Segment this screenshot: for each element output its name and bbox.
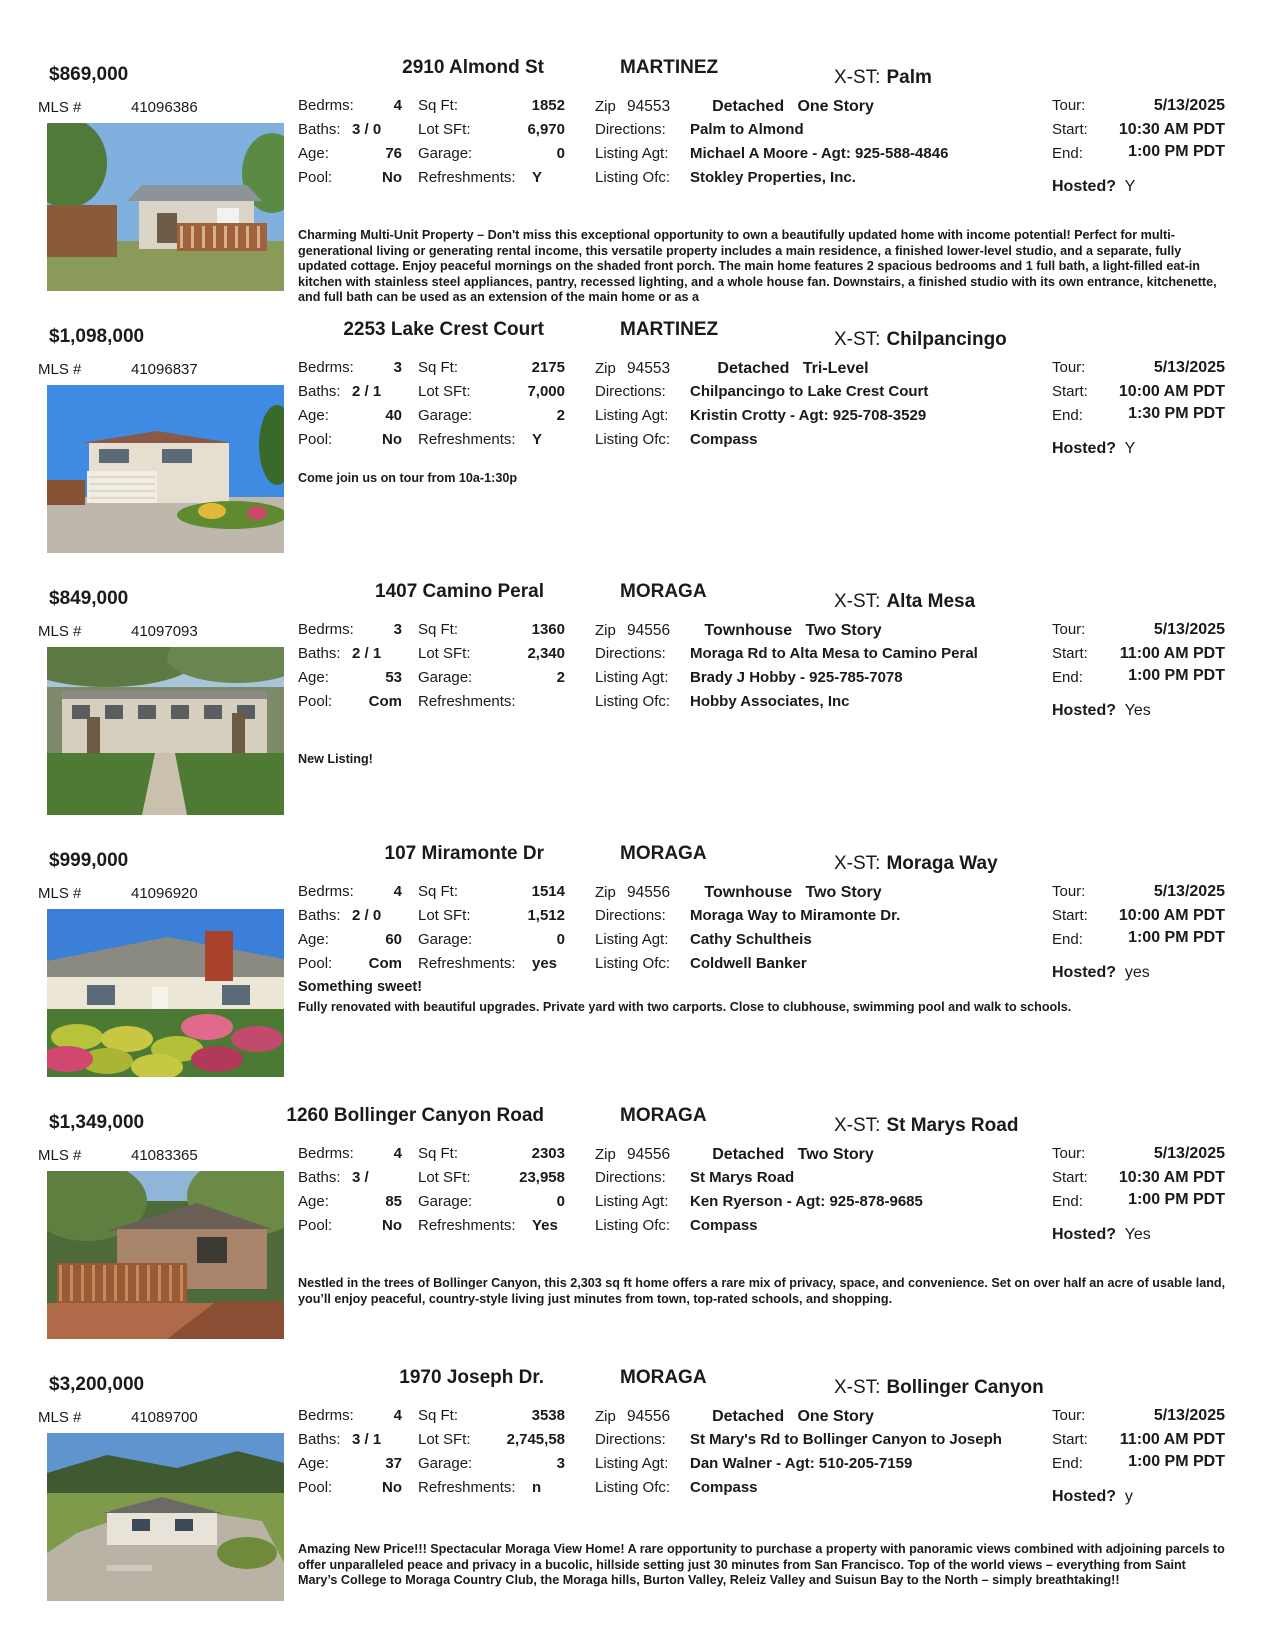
- zip-value: 94556: [627, 622, 671, 639]
- lot-sqft-value: 6,970: [527, 121, 565, 138]
- listing-price: $999,000: [49, 850, 129, 871]
- listing-office-label: Listing Ofc:: [595, 955, 671, 972]
- bedrooms-label: Bedrms:: [298, 1145, 354, 1162]
- tour-label: Tour:: [1052, 1145, 1086, 1162]
- hosted-value: Y: [1124, 440, 1136, 457]
- property-style-value: Two Story: [797, 1146, 874, 1163]
- lot-sqft-label: Lot SFt:: [418, 907, 471, 924]
- garage-label: Garage:: [418, 407, 473, 424]
- sqft-value: 1852: [531, 97, 565, 114]
- hosted: [1052, 1488, 1133, 1506]
- garage-value: 3: [556, 1455, 565, 1472]
- bedrooms-label: Bedrms:: [298, 883, 354, 900]
- listing-office-value: Stokley Properties, Inc.: [690, 169, 856, 186]
- age-label: Age:: [298, 145, 329, 162]
- tour-date: 5/13/2025: [1153, 621, 1225, 638]
- listing-office-value: Hobby Associates, Inc: [690, 693, 850, 710]
- listing-city: MORAGA: [620, 1367, 707, 1388]
- zip-label: Zip: [595, 360, 616, 377]
- pool-value: No: [382, 169, 402, 186]
- refreshments-value: Yes: [532, 1217, 558, 1234]
- bedrooms-value: 4: [393, 1407, 402, 1424]
- listing-price: $869,000: [49, 64, 129, 85]
- start-label: Start:: [1052, 1431, 1088, 1448]
- property-type: [680, 1408, 906, 1426]
- listing-city: MORAGA: [620, 843, 707, 864]
- age-value: 60: [385, 931, 402, 948]
- garage-label: Garage:: [418, 145, 473, 162]
- start-time: 10:30 AM PDT: [1118, 1169, 1225, 1186]
- age-value: 53: [385, 669, 402, 686]
- lot-sqft-label: Lot SFt:: [418, 121, 471, 138]
- listing-address: 1260 Bollinger Canyon Road: [286, 1105, 544, 1126]
- baths-value: 3 /: [352, 1169, 369, 1186]
- start-time: 10:00 AM PDT: [1118, 907, 1225, 924]
- directions-label: Directions:: [595, 645, 666, 662]
- baths-value: 3 / 0: [352, 121, 382, 138]
- listing-address: 1407 Camino Peral: [375, 581, 544, 602]
- listing-card: [0, 1106, 1275, 1354]
- directions-label: Directions:: [595, 907, 666, 924]
- refreshments-label: Refreshments:: [418, 1217, 516, 1234]
- listing-city: MORAGA: [620, 1105, 707, 1126]
- end-time: 1:00 PM PDT: [1128, 1191, 1225, 1208]
- zip-value: 94556: [627, 1408, 671, 1425]
- end-label: End:: [1052, 145, 1083, 162]
- mls-label: MLS #: [38, 99, 82, 116]
- listing-card: [0, 1368, 1275, 1616]
- cross-street-label: X-ST:: [834, 853, 881, 874]
- end-time: 1:00 PM PDT: [1128, 667, 1225, 684]
- pool-value: No: [382, 1217, 402, 1234]
- hosted: [1052, 1226, 1151, 1244]
- lot-sqft-value: 2,745,58: [506, 1431, 565, 1448]
- age-label: Age:: [298, 1193, 329, 1210]
- zip-label: Zip: [595, 1146, 616, 1163]
- zip-value: 94556: [627, 1146, 671, 1163]
- tour-date: 5/13/2025: [1153, 883, 1225, 900]
- property-type-value: Townhouse: [704, 884, 793, 901]
- bedrooms-value: 3: [393, 621, 402, 638]
- house-photo: [47, 909, 284, 1077]
- listing-price: $3,200,000: [49, 1374, 145, 1395]
- baths-label: Baths:: [298, 383, 341, 400]
- start-label: Start:: [1052, 645, 1088, 662]
- listing-card: [0, 582, 1275, 830]
- pool-label: Pool:: [298, 169, 333, 186]
- cross-street-label: X-ST:: [834, 67, 881, 88]
- baths-label: Baths:: [298, 645, 341, 662]
- lot-sqft-label: Lot SFt:: [418, 1169, 471, 1186]
- tour-date: 5/13/2025: [1153, 1145, 1225, 1162]
- property-type: [680, 360, 906, 378]
- refreshments-label: Refreshments:: [418, 1479, 516, 1496]
- directions-value: Chilpancingo to Lake Crest Court: [690, 383, 929, 400]
- sqft-label: Sq Ft:: [418, 1407, 459, 1424]
- refreshments-value: n: [532, 1479, 542, 1496]
- property-type: [680, 884, 906, 902]
- start-time: 10:00 AM PDT: [1118, 383, 1225, 400]
- bedrooms-label: Bedrms:: [298, 97, 354, 114]
- sqft-value: 3538: [531, 1407, 565, 1424]
- hosted-label: Hosted?: [1052, 702, 1116, 719]
- listing-office-value: Compass: [690, 1217, 758, 1234]
- sqft-label: Sq Ft:: [418, 1145, 459, 1162]
- zip-value: 94556: [627, 884, 671, 901]
- hosted-label: Hosted?: [1052, 964, 1116, 981]
- end-time: 1:00 PM PDT: [1128, 143, 1225, 160]
- hosted-label: Hosted?: [1052, 440, 1116, 457]
- hosted-value: yes: [1124, 964, 1150, 981]
- end-label: End:: [1052, 1193, 1083, 1210]
- house-photo: [47, 385, 284, 553]
- pool-label: Pool:: [298, 1479, 333, 1496]
- listing-description: Fully renovated with beautiful upgrades. Private yard with two carports. Close to clubhouse, swimming pool and walk to schools.: [298, 1000, 1072, 1014]
- garage-value: 0: [556, 931, 565, 948]
- listing-description: Come join us on tour from 10a-1:30p: [298, 471, 518, 485]
- listing-card: [0, 58, 1275, 306]
- sqft-label: Sq Ft:: [418, 97, 459, 114]
- tour-label: Tour:: [1052, 359, 1086, 376]
- hosted-label: Hosted?: [1052, 1488, 1116, 1505]
- listing-address: 2910 Almond St: [402, 57, 544, 78]
- bedrooms-value: 4: [393, 883, 402, 900]
- cross-street: [834, 329, 1007, 351]
- house-photo: [47, 1433, 284, 1601]
- zip-label: Zip: [595, 622, 616, 639]
- house-photo: [47, 647, 284, 815]
- directions-label: Directions:: [595, 383, 666, 400]
- end-time: 1:00 PM PDT: [1128, 929, 1225, 946]
- cross-street-value: Chilpancingo: [886, 329, 1007, 350]
- pool-value: No: [382, 431, 402, 448]
- end-label: End:: [1052, 669, 1083, 686]
- garage-value: 0: [556, 1193, 565, 1210]
- zip-value: 94553: [627, 360, 671, 377]
- house-photo: [47, 1171, 284, 1339]
- cross-street: [834, 591, 975, 613]
- baths-value: 2 / 0: [352, 907, 382, 924]
- sqft-label: Sq Ft:: [418, 359, 459, 376]
- sqft-value: 1514: [531, 883, 565, 900]
- hosted: [1052, 702, 1151, 720]
- listing-price: $849,000: [49, 588, 129, 609]
- refreshments-label: Refreshments:: [418, 431, 516, 448]
- mls-number: 41089700: [131, 1409, 198, 1426]
- lot-sqft-label: Lot SFt:: [418, 645, 471, 662]
- property-style-value: One Story: [797, 98, 874, 115]
- refreshments-label: Refreshments:: [418, 169, 516, 186]
- refreshments-label: Refreshments:: [418, 693, 516, 710]
- listing-description: Nestled in the trees of Bollinger Canyon, this 2,303 sq ft home offers a rare mix of privacy, space, and convenience. Set on over half an acre of usable land, you’ll enjoy peaceful, country-style living just minutes from town, top-rated schools, and shopping.: [298, 1276, 1226, 1306]
- zip-label: Zip: [595, 1408, 616, 1425]
- listing-agent-value: Cathy Schultheis: [690, 931, 812, 948]
- baths-value: 2 / 1: [352, 645, 382, 662]
- cross-street-label: X-ST:: [834, 1377, 881, 1398]
- property-type-value: Detached: [712, 1146, 785, 1163]
- hosted-label: Hosted?: [1052, 178, 1116, 195]
- mls-label: MLS #: [38, 623, 82, 640]
- listing-subtitle: Something sweet!: [298, 979, 423, 995]
- garage-label: Garage:: [418, 1455, 473, 1472]
- end-label: End:: [1052, 1455, 1083, 1472]
- hosted: [1052, 178, 1135, 196]
- mls-label: MLS #: [38, 885, 82, 902]
- listing-agent-value: Ken Ryerson - Agt: 925-878-9685: [690, 1193, 923, 1210]
- start-label: Start:: [1052, 1169, 1088, 1186]
- listing-card: [0, 320, 1275, 568]
- directions-label: Directions:: [595, 1431, 666, 1448]
- tour-date: 5/13/2025: [1153, 97, 1225, 114]
- age-value: 40: [385, 407, 402, 424]
- mls-number: 41096920: [131, 885, 198, 902]
- property-style-value: Two Story: [805, 622, 882, 639]
- listing-agent-value: Dan Walner - Agt: 510-205-7159: [690, 1455, 913, 1472]
- start-label: Start:: [1052, 121, 1088, 138]
- zip-label: Zip: [595, 98, 616, 115]
- cross-street-label: X-ST:: [834, 1115, 881, 1136]
- listing-agent-value: Brady J Hobby - 925-785-7078: [690, 669, 903, 686]
- sqft-label: Sq Ft:: [418, 883, 459, 900]
- tour-label: Tour:: [1052, 621, 1086, 638]
- listing-agent-label: Listing Agt:: [595, 145, 669, 162]
- pool-label: Pool:: [298, 693, 333, 710]
- start-label: Start:: [1052, 907, 1088, 924]
- baths-value: 3 / 1: [352, 1431, 382, 1448]
- sqft-label: Sq Ft:: [418, 621, 459, 638]
- baths-value: 2 / 1: [352, 383, 382, 400]
- hosted-label: Hosted?: [1052, 1226, 1116, 1243]
- sqft-value: 2175: [531, 359, 565, 376]
- listing-price: $1,098,000: [49, 326, 145, 347]
- listing-address: 2253 Lake Crest Court: [343, 319, 544, 340]
- tour-label: Tour:: [1052, 883, 1086, 900]
- hosted-value: Yes: [1124, 1226, 1151, 1243]
- property-type: [680, 98, 906, 116]
- cross-street-label: X-ST:: [834, 329, 881, 350]
- zip-value: 94553: [627, 98, 671, 115]
- pool-value: Com: [368, 693, 402, 710]
- start-time: 11:00 AM PDT: [1119, 1431, 1225, 1448]
- sqft-value: 2303: [531, 1145, 565, 1162]
- mls-label: MLS #: [38, 1147, 82, 1164]
- start-label: Start:: [1052, 383, 1088, 400]
- age-value: 37: [385, 1455, 402, 1472]
- listing-city: MARTINEZ: [620, 57, 719, 78]
- hosted: [1052, 964, 1150, 982]
- pool-label: Pool:: [298, 1217, 333, 1234]
- cross-street: [834, 1377, 1044, 1399]
- baths-label: Baths:: [298, 1169, 341, 1186]
- cross-street-value: Bollinger Canyon: [886, 1377, 1044, 1398]
- property-type-value: Townhouse: [704, 622, 793, 639]
- listing-city: MORAGA: [620, 581, 707, 602]
- mls-number: 41096837: [131, 361, 198, 378]
- lot-sqft-label: Lot SFt:: [418, 1431, 471, 1448]
- cross-street: [834, 67, 932, 89]
- mls-number: 41097093: [131, 623, 198, 640]
- listing-agent-label: Listing Agt:: [595, 407, 669, 424]
- lot-sqft-value: 7,000: [527, 383, 565, 400]
- property-type-value: Detached: [712, 98, 785, 115]
- garage-value: 2: [556, 669, 565, 686]
- listing-office-value: Coldwell Banker: [690, 955, 807, 972]
- hosted-value: y: [1124, 1488, 1133, 1505]
- listing-agent-value: Michael A Moore - Agt: 925-588-4846: [690, 145, 949, 162]
- directions-label: Directions:: [595, 1169, 666, 1186]
- tour-date: 5/13/2025: [1153, 359, 1225, 376]
- baths-label: Baths:: [298, 907, 341, 924]
- cross-street-value: Palm: [886, 67, 932, 88]
- bedrooms-value: 4: [393, 1145, 402, 1162]
- property-type: [680, 1146, 906, 1164]
- mls-number: 41096386: [131, 99, 198, 116]
- tour-date: 5/13/2025: [1153, 1407, 1225, 1424]
- listing-office-label: Listing Ofc:: [595, 693, 671, 710]
- pool-value: No: [382, 1479, 402, 1496]
- cross-street-value: St Marys Road: [886, 1115, 1019, 1136]
- listing-office-value: Compass: [690, 1479, 758, 1496]
- mls-label: MLS #: [38, 1409, 82, 1426]
- directions-value: Palm to Almond: [690, 121, 804, 138]
- refreshments-value: Y: [532, 169, 543, 186]
- bedrooms-label: Bedrms:: [298, 359, 354, 376]
- listing-city: MARTINEZ: [620, 319, 719, 340]
- bedrooms-label: Bedrms:: [298, 621, 354, 638]
- listing-card: [0, 844, 1275, 1092]
- pool-label: Pool:: [298, 431, 333, 448]
- directions-value: Moraga Rd to Alta Mesa to Camino Peral: [690, 645, 978, 662]
- baths-label: Baths:: [298, 121, 341, 138]
- lot-sqft-value: 2,340: [527, 645, 565, 662]
- lot-sqft-value: 23,958: [519, 1169, 565, 1186]
- tour-label: Tour:: [1052, 97, 1086, 114]
- property-style-value: One Story: [797, 1408, 874, 1425]
- start-time: 10:30 AM PDT: [1118, 121, 1225, 138]
- listing-price: $1,349,000: [49, 1112, 145, 1133]
- bedrooms-value: 3: [393, 359, 402, 376]
- cross-street: [834, 1115, 1018, 1137]
- listing-description: New Listing!: [298, 752, 373, 766]
- cross-street-label: X-ST:: [834, 591, 881, 612]
- refreshments-value: yes: [532, 955, 558, 972]
- age-label: Age:: [298, 669, 329, 686]
- listing-description: Charming Multi-Unit Property – Don't miss this exceptional opportunity to own a beautifully updated home with income potential! Perfect for multi-generational living or generating rental income, this versatile property includes a main residence, a finished lower-level studio, and a separate, fully updated cottage. Enjoy peaceful mornings on the shaded front porch. The main home features 2 spacious bedrooms and 1 full bath, a light-filled eat-in kitchen with stainless steel appliances, pantry, recessed lighting, and a whole house fan. Downstairs, a finished studio with its own entrance, kitchenette, and full bath can be used as an extension of the main home or as a: [298, 228, 1217, 304]
- end-label: End:: [1052, 407, 1083, 424]
- tour-label: Tour:: [1052, 1407, 1086, 1424]
- bedrooms-label: Bedrms:: [298, 1407, 354, 1424]
- age-value: 76: [385, 145, 402, 162]
- lot-sqft-label: Lot SFt:: [418, 383, 471, 400]
- garage-value: 2: [556, 407, 565, 424]
- listing-office-value: Compass: [690, 431, 758, 448]
- garage-label: Garage:: [418, 1193, 473, 1210]
- start-time: 11:00 AM PDT: [1119, 645, 1225, 662]
- listing-agent-label: Listing Agt:: [595, 669, 669, 686]
- listing-office-label: Listing Ofc:: [595, 1479, 671, 1496]
- refreshments-value: Y: [532, 431, 543, 448]
- end-label: End:: [1052, 931, 1083, 948]
- age-label: Age:: [298, 1455, 329, 1472]
- directions-label: Directions:: [595, 121, 666, 138]
- property-style-value: Tri-Level: [802, 360, 869, 377]
- listing-agent-value: Kristin Crotty - Agt: 925-708-3529: [690, 407, 927, 424]
- listing-agent-label: Listing Agt:: [595, 1193, 669, 1210]
- baths-label: Baths:: [298, 1431, 341, 1448]
- pool-value: Com: [368, 955, 402, 972]
- property-style-value: Two Story: [805, 884, 882, 901]
- lot-sqft-value: 1,512: [527, 907, 565, 924]
- age-value: 85: [385, 1193, 402, 1210]
- directions-value: St Mary's Rd to Bollinger Canyon to Joseph: [690, 1431, 1002, 1448]
- end-time: 1:00 PM PDT: [1128, 1453, 1225, 1470]
- property-type-value: Detached: [717, 360, 790, 377]
- listing-office-label: Listing Ofc:: [595, 1217, 671, 1234]
- listing-office-label: Listing Ofc:: [595, 169, 671, 186]
- listing-agent-label: Listing Agt:: [595, 931, 669, 948]
- listing-address: 107 Miramonte Dr: [384, 843, 544, 864]
- cross-street-value: Moraga Way: [886, 853, 998, 874]
- house-photo: [47, 123, 284, 291]
- pool-label: Pool:: [298, 955, 333, 972]
- sqft-value: 1360: [531, 621, 565, 638]
- mls-label: MLS #: [38, 361, 82, 378]
- garage-label: Garage:: [418, 931, 473, 948]
- garage-label: Garage:: [418, 669, 473, 686]
- age-label: Age:: [298, 931, 329, 948]
- directions-value: St Marys Road: [690, 1169, 795, 1186]
- bedrooms-value: 4: [393, 97, 402, 114]
- hosted: [1052, 440, 1135, 458]
- hosted-value: Y: [1124, 178, 1136, 195]
- zip-label: Zip: [595, 884, 616, 901]
- listing-address: 1970 Joseph Dr.: [399, 1367, 544, 1388]
- cross-street: [834, 853, 998, 875]
- age-label: Age:: [298, 407, 329, 424]
- listing-office-label: Listing Ofc:: [595, 431, 671, 448]
- garage-value: 0: [556, 145, 565, 162]
- hosted-value: Yes: [1124, 702, 1151, 719]
- property-type-value: Detached: [712, 1408, 785, 1425]
- end-time: 1:30 PM PDT: [1128, 405, 1225, 422]
- listing-agent-label: Listing Agt:: [595, 1455, 669, 1472]
- directions-value: Moraga Way to Miramonte Dr.: [690, 907, 901, 924]
- mls-number: 41083365: [131, 1147, 198, 1164]
- property-type: [680, 622, 906, 640]
- cross-street-value: Alta Mesa: [886, 591, 976, 612]
- refreshments-label: Refreshments:: [418, 955, 516, 972]
- listing-description: Amazing New Price!!! Spectacular Moraga View Home! A rare opportunity to purchase a property with panoramic views combined with adjoining parcels to offer unparalleled peace and privacy in a bucolic, hillside setting just 30 minutes from San Francisco. Top of the world views – everything from Saint Mary’s College to Moraga Country Club, the Moraga hills, Burton Valley, Releiz Valley and Suisun Bay to the North – simply breathtaking!!: [298, 1542, 1225, 1587]
